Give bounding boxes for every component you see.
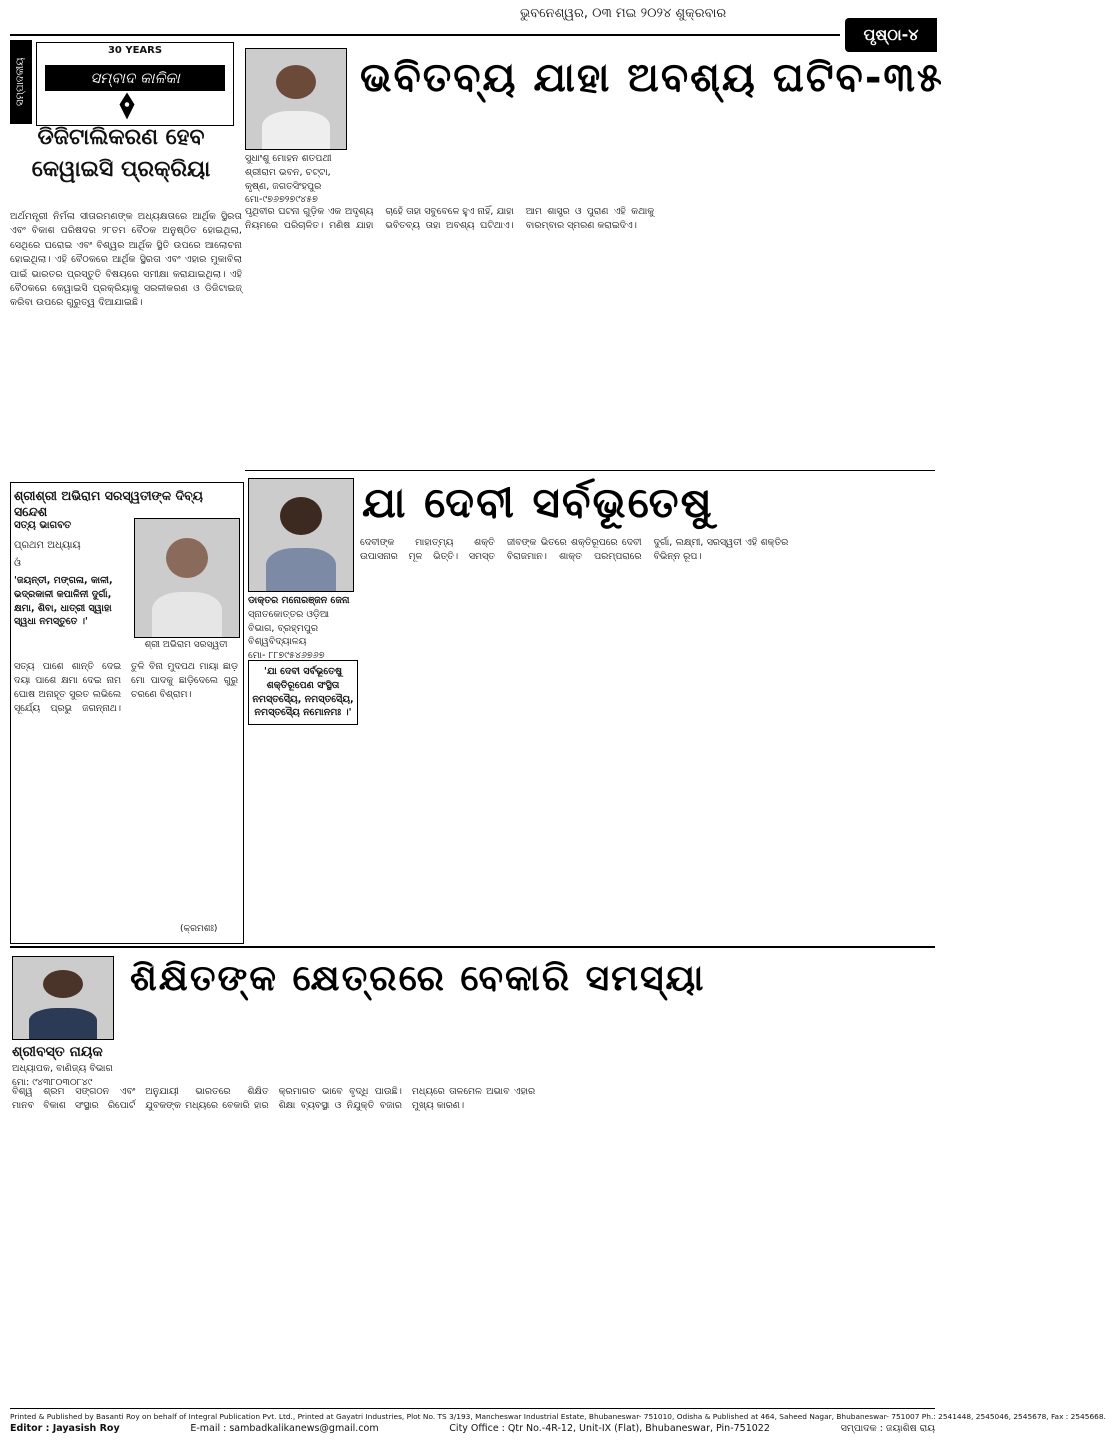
- masthead-years: 30 YEARS: [107, 45, 163, 56]
- pen-nib-icon: [107, 91, 147, 121]
- footer-rule: [10, 1408, 935, 1409]
- email-line: E-mail : sambadkalikanews@gmail.com: [190, 1423, 379, 1435]
- author-name-3: ଶ୍ରୀବସ୍ତ ନାୟକ: [12, 1044, 103, 1060]
- sidebar-om: ଓଁ: [14, 558, 21, 569]
- author-name-2: ଡାକ୍ତର ମନୋରଞ୍ଜନ ଜେନା: [248, 595, 350, 606]
- header-rule: [10, 34, 840, 36]
- headline-1: ଭବିତବ୍ୟ ଯାହା ଅବଶ୍ୟ ଘଟିବ-୩୫: [360, 55, 944, 101]
- headline-2: ଯା ଦେବୀ ସର୍ବଭୂତେଷୁ: [362, 478, 714, 527]
- sidebar-subtitle: ସତ୍ୟ ଭାଗବତ: [14, 520, 72, 531]
- sage-photo-caption: ଶ୍ରୀ ଅଭିରାମ ସରସ୍ୱତୀ: [144, 640, 228, 650]
- author-block-3: [12, 1042, 122, 1090]
- article-body-1: ପୃଥିବୀର ଘଟନା ଗୁଡ଼ିକ ଏକ ଅଦୃଶ୍ୟ ନିୟମରେ ପରିଚାଳିତ। ମଣିଷ ଯାହା ଚାହେଁ ତାହା ସବୁବେଳେ ହୁଏ ନାହିଁ, ଯାହା ଭବିତବ୍ୟ ତାହା ଅବଶ୍ୟ ଘଟିଥାଏ। ଆମ ଶାସ୍ତ୍ର ଓ ପୁରାଣ ଏହି କଥାକୁ ବାରମ୍ବାର ସ୍ମରଣ କରାଇଦିଏ।: [245, 206, 655, 232]
- article-body-2: ଦେବୀଙ୍କ ମାହାତ୍ମ୍ୟ ଶକ୍ତି ଉପାସନାର ମୂଳ ଭିତ୍ତି। ସମସ୍ତ ଜୀବଙ୍କ ଭିତରେ ଶକ୍ତିରୂପରେ ଦେବୀ ବିରାଜମାନ। ଶାକ୍ତ ପରମ୍ପରାରେ ଦୁର୍ଗା, ଲକ୍ଷ୍ମୀ, ସରସ୍ୱତୀ ଏହି ଶକ୍ତିର ବିଭିନ୍ନ ରୂପ।: [360, 537, 789, 563]
- section-label: ସମ୍ପାଦକୀୟ: [10, 40, 32, 124]
- imprint-line: Printed & Published by Basanti Roy on behalf of Integral Publication Pvt. Ltd., Printed at Gayatri Industries, Plot No. TS 3/193, Mancheswar Industrial Estate, Bhubaneswar- 751010, Odisha & Published at 464, Saheed Nagar, Bhubaneswar- 751007 Ph.: 2541448, 2545046, 2545678, Fax : 2545668.: [10, 1412, 1106, 1421]
- editorial-title: ଡିଜିଟାଲିକରଣ ହେବ କେୱାଇସି ପ୍ରକ୍ରିୟା: [31, 125, 211, 182]
- sampadaka-line: ସମ୍ପାଦକ : ଜୟାଶିଷ ରାୟ: [840, 1423, 935, 1435]
- article-rule-1: [245, 470, 935, 471]
- page-number-tab: ପୃଷ୍ଠା-୪: [845, 18, 937, 52]
- author-address-1: ଶ୍ରୀରାମ ଭବନ, ଚଟ୍ଟା, କୃଷ୍ଣ, ଜଗତସିଂହପୁର: [245, 166, 331, 192]
- author-photo-1: [245, 48, 347, 150]
- sidebar-verse: 'ଜୟନ୍ତୀ, ମଙ୍ଗଳା, କାଳୀ, ଭଦ୍ରକାଳୀ କପାଳିନୀ ଦୁର୍ଗା, କ୍ଷମା, ଶିବା, ଧାତ୍ରୀ ସ୍ୱାହା ସ୍ୱଧା ନମସ୍ତୁତେ ।': [14, 575, 113, 628]
- author-phone-2: ମୋ- ୮୮୭୯୫୪୬୭୬୭: [248, 650, 325, 662]
- masthead-name: ସମ୍ବାଦ କାଳିକା: [45, 65, 225, 91]
- sidebar-chapter: ପ୍ରଥମ ଅଧ୍ୟାୟ: [14, 540, 81, 551]
- sidebar-body: ସତ୍ୟ ପାଶେ ଶାନ୍ତି ଦେଇ ଦୟା ପାଶେ କ୍ଷମା ଦେଇ ନାମ ଘୋଷ ଅନାହୂତ ସୁରତ ଲଭିଲେ ସୂର୍ଯ୍ୟେ ପ୍ରଭୁ ଜଗନ୍ନାଥ। ତୁଳି ବିନା ମୁଦପଥ ମାୟା ଛାଡ଼ ମୋ ପାଦକୁ ଛାଡ଼ିଦେଲେ ଗୁରୁ ଚରଣେ ବିଶ୍ରାମ।: [14, 661, 238, 715]
- date-line: ଭୁବନେଶ୍ୱର, ୦୩ ମଇ ୨୦୨୪ ଶୁକ୍ରବାର: [520, 6, 727, 21]
- author-role-3: ଅଧ୍ୟାପକ, ବାଣିଜ୍ୟ ବିଭାଗ: [12, 1063, 113, 1075]
- author-photo-2: [248, 478, 354, 592]
- editor-line: Editor : Jayasish Roy: [10, 1423, 120, 1435]
- author-photo-3: [12, 956, 114, 1040]
- section-rule: [10, 946, 935, 948]
- author-block-1: [245, 152, 350, 207]
- author-address-2: ସ୍ନାତକୋତ୍ତର ଓଡ଼ିଆ ବିଭାଗ, ବ୍ରହ୍ମପୁର ବିଶ୍ୱବିଦ୍ୟାଳୟ: [248, 608, 330, 648]
- sage-photo: [134, 518, 240, 638]
- pull-quote-2: 'ଯା ଦେବୀ ସର୍ବଭୂତେଷୁ ଶକ୍ତିରୂପେଣ ସଂସ୍ଥିତା ନମସ୍ତସ୍ୟୈ, ନମସ୍ତସ୍ୟୈ, ନମସ୍ତସ୍ୟୈ ନମୋନମଃ ।': [248, 660, 358, 725]
- city-office-line: City Office : Qtr No.-4R-12, Unit-IX (Flat), Bhubaneswar, Pin-751022: [449, 1423, 770, 1435]
- sidebar-title: ଶ୍ରୀଶ୍ରୀ ଅଭିରାମ ସରସ୍ୱତୀଙ୍କ ଦିବ୍ୟ ସନ୍ଦେଶ: [14, 488, 203, 519]
- author-phone-3: ମୋ: ୯୪୩୮୦୩୦୮୪୯: [12, 1077, 93, 1089]
- sidebar-cont: (କ୍ରମଶଃ): [180, 924, 218, 934]
- author-block-2: [248, 594, 352, 663]
- author-phone-1: ମୋ-୯୭୬୭୨୭୯୪୫୭: [245, 194, 318, 206]
- footer: [10, 1412, 1106, 1436]
- masthead-logo: [36, 42, 234, 126]
- author-name-1: ସୁଧାଂଶୁ ମୋହନ ଶତପଥୀ: [245, 153, 332, 164]
- editorial-body: ଅର୍ଥମନ୍ତ୍ରୀ ନିର୍ମଳା ସୀତାରମଣଙ୍କ ଅଧ୍ୟକ୍ଷତାରେ ଆର୍ଥିକ ସ୍ଥିରତା ଏବଂ ବିକାଶ ପରିଷଦର ୨୮ତମ ବୈଠକ ଅନୁଷ୍ଠିତ ହୋଇଥିଲା, ସେଥିରେ ଘରୋଇ ଏବଂ ବିଶ୍ୱର ଆର୍ଥିକ ସ୍ଥିତି ଉପରେ ଆଲୋଚନା ହୋଇଥିଲା। ଏହି ବୈଠକରେ ଆର୍ଥିକ ସ୍ଥିରତା ଏବଂ ଏହାର ମୁକାବିଲା ପାଇଁ ଭାରତର ପ୍ରସ୍ତୁତି ବିଷୟରେ ସମୀକ୍ଷା କରାଯାଇଥିଲା। ଏହି ବୈଠକରେ କେୱାଇସି ପ୍ରକ୍ରିୟାକୁ ସରଳୀକରଣ ଓ ଡିଜିଟାଇଜ୍ କରିବା ଉପରେ ଗୁରୁତ୍ୱ ଦିଆଯାଇଛି।: [10, 211, 242, 309]
- article-body-3: ବିଶ୍ୱ ଶ୍ରମ ସଙ୍ଗଠନ ଏବଂ ମାନବ ବିକାଶ ସଂସ୍ଥାର ରିପୋର୍ଟ ଅନୁଯାୟୀ ଭାରତରେ ଶିକ୍ଷିତ ଯୁବକଙ୍କ ମଧ୍ୟରେ ବେକାରି ହାର କ୍ରମାଗତ ଭାବେ ବୃଦ୍ଧି ପାଉଛି। ଶିକ୍ଷା ବ୍ୟବସ୍ଥା ଓ ନିଯୁକ୍ତି ବଜାର ମଧ୍ୟରେ ତାଳମେଳ ଅଭାବ ଏହାର ମୁଖ୍ୟ କାରଣ।: [12, 1086, 536, 1112]
- headline-3: ଶିକ୍ଷିତଙ୍କ କ୍ଷେତ୍ରରେ ବେକାରି ସମସ୍ୟା: [130, 958, 706, 999]
